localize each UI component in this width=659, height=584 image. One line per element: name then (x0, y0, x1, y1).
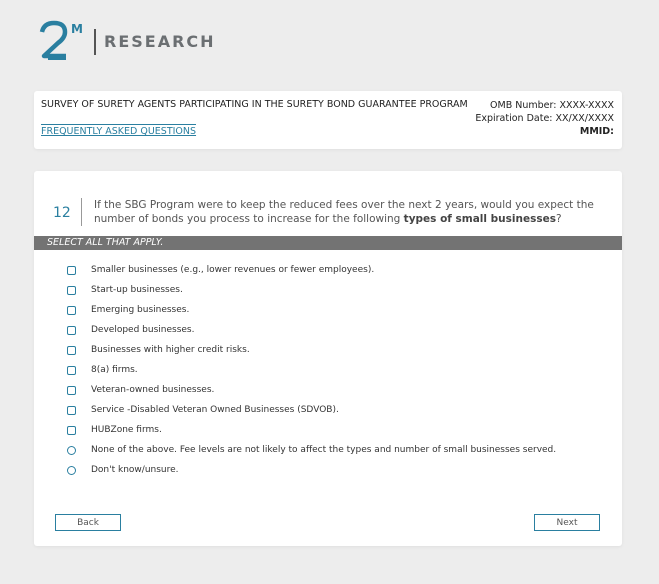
logo-text: RESEARCH (104, 32, 216, 51)
options-list (67, 260, 607, 480)
option-label: Businesses with higher credit risks. (91, 345, 250, 355)
next-button[interactable]: Next (534, 514, 600, 531)
question-text: If the SBG Program were to keep the reduced fees over the next 2 years, would you expect the number of bonds you process to increase for the following types of small businesses? (94, 199, 594, 225)
option-label: None of the above. Fee levels are not likely to affect the types and number of small businesses served. (91, 445, 557, 455)
answer-option[interactable] (67, 420, 607, 440)
omb-info (475, 99, 614, 138)
answer-option[interactable] (67, 280, 607, 300)
option-label: Emerging businesses. (91, 305, 190, 315)
question-card (34, 171, 622, 546)
instruction-bar: SELECT ALL THAT APPLY. (34, 236, 622, 250)
checkbox[interactable] (67, 346, 76, 355)
answer-option[interactable] (67, 340, 607, 360)
answer-option[interactable] (67, 380, 607, 400)
option-label: HUBZone firms. (91, 425, 162, 435)
checkbox[interactable] (67, 426, 76, 435)
answer-option[interactable] (67, 360, 607, 380)
checkbox[interactable] (67, 386, 76, 395)
checkbox[interactable] (67, 306, 76, 315)
omb-number: OMB Number: XXXX-XXXX (490, 100, 614, 111)
logo-2m-icon (38, 20, 90, 64)
option-label: 8(a) firms. (91, 365, 138, 375)
logo-separator (94, 29, 96, 55)
option-label: Start-up businesses. (91, 285, 183, 295)
answer-option[interactable] (67, 260, 607, 280)
back-button[interactable]: Back (55, 514, 121, 531)
radio-button[interactable] (67, 446, 76, 455)
checkbox[interactable] (67, 406, 76, 415)
expiration-date: Expiration Date: XX/XX/XXXX (475, 113, 614, 124)
option-label: Veteran-owned businesses. (91, 385, 215, 395)
answer-option[interactable] (67, 440, 607, 460)
option-label: Don't know/unsure. (91, 465, 179, 475)
radio-button[interactable] (67, 466, 76, 475)
checkbox[interactable] (67, 366, 76, 375)
survey-title: SURVEY OF SURETY AGENTS PARTICIPATING IN THE SURETY BOND GUARANTEE PROGRAM (41, 99, 468, 110)
option-label: Service -Disabled Veteran Owned Businesses (SDVOB). (91, 405, 339, 415)
faq-link[interactable]: FREQUENTLY ASKED QUESTIONS (41, 126, 197, 137)
logo-superscript: M (71, 22, 83, 36)
option-label: Developed businesses. (91, 325, 195, 335)
question-number: 12 (53, 205, 71, 221)
question-divider (81, 198, 82, 226)
logo (38, 20, 238, 64)
answer-option[interactable] (67, 460, 607, 480)
answer-option[interactable] (67, 400, 607, 420)
checkbox[interactable] (67, 286, 76, 295)
checkbox[interactable] (67, 266, 76, 275)
answer-option[interactable] (67, 320, 607, 340)
survey-header-card (34, 91, 622, 149)
answer-option[interactable] (67, 300, 607, 320)
option-label: Smaller businesses (e.g., lower revenues or fewer employees). (91, 265, 375, 275)
checkbox[interactable] (67, 326, 76, 335)
mmid-label: MMID: (579, 126, 614, 137)
